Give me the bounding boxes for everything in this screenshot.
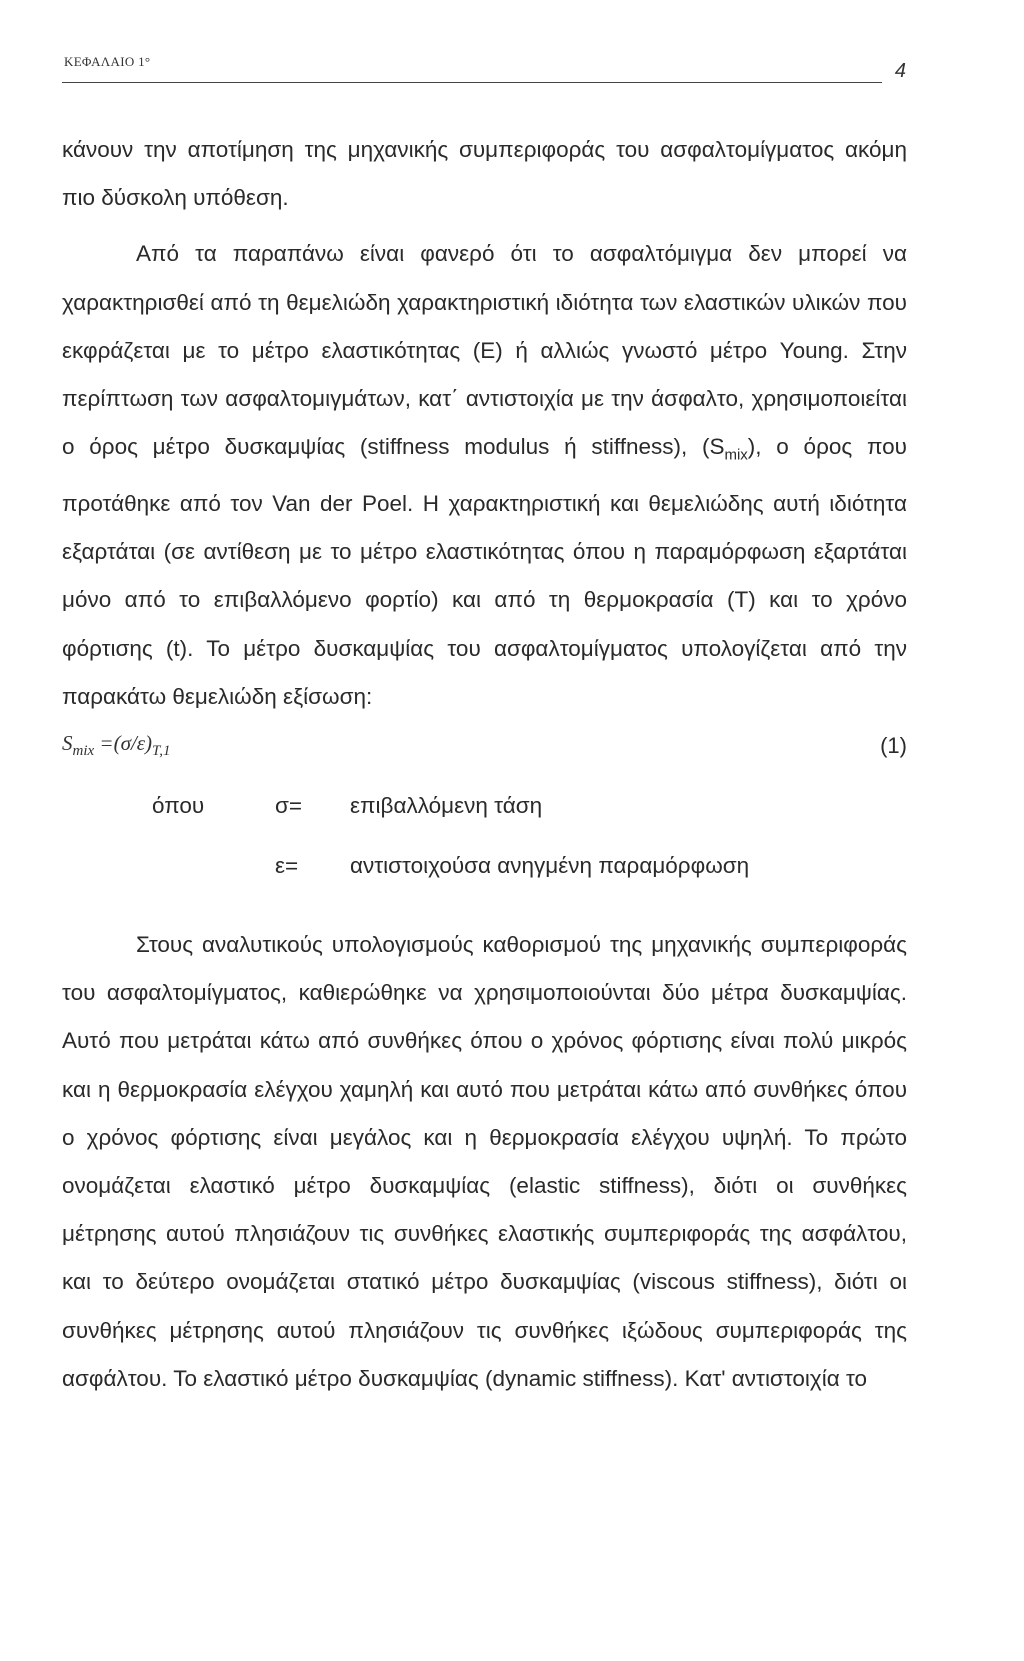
definition-symbol: σ=: [275, 792, 303, 818]
page-number: 4: [894, 60, 906, 82]
equation-rhs: =(σ/ε): [94, 730, 153, 755]
definition-symbol: ε=: [275, 852, 299, 878]
definition-meaning: επιβαλλόμενη τάση: [350, 792, 543, 818]
paragraph-2-continuation: ), ο όρος που προτάθηκε από τον Van der Poel. Η χαρακτηριστική και θεμελιώδης αυτή ιδιότητα εξαρτάται (σε αντίθεση με το μέτρο ελαστικότητας όπου η παραμόρφωση εξαρτάται μόνο από το επιβαλλόμενο φορτίο) και από τη θερμοκρασία (Τ) και το χρόνο φόρτισης (t). Το μέτρο δυσκαμψίας του ασφαλτομίγματος υπολογίζεται από την παρακάτω θεμελιώδη εξίσωση:: [62, 434, 907, 709]
paragraph-2-text: Από τα παραπάνω είναι φανερό ότι το ασφαλτόμιγμα δεν μπορεί να χαρακτηρισθεί από τη θεμελιώδη χαρακτηριστική ιδιότητα των ελαστικών υλικών που εκφράζεται με το μέτρο ελαστικότητας (Ε) ή αλλιώς γνωστό μέτρο Young. Στην περίπτωση των ασφαλτομιγμάτων, κατ΄ αντιστοιχία με την άσφαλτο, χρησιμοποιείται ο όρος μέτρο δυσκαμψίας (stiffness modulus ή stiffness), (S: [62, 241, 907, 460]
document-body: [62, 126, 907, 1403]
stiffness-equation: [62, 731, 171, 760]
header-rule: [62, 82, 882, 83]
equation-lhs: S: [62, 730, 73, 755]
equation-row: [62, 725, 907, 773]
spacer: [62, 773, 907, 781]
paragraph-2: [62, 230, 907, 721]
equation-number: (1): [880, 732, 907, 758]
equation-rhs-subscript: T,1: [152, 743, 171, 760]
definition-row: [62, 781, 907, 841]
spacer: [62, 222, 907, 230]
chapter-header: ΚΕΦΑΛΑΙΟ 1°: [64, 54, 151, 69]
definition-meaning: αντιστοιχούσα ανηγμένη παραμόρφωση: [350, 852, 750, 878]
spacer: [62, 901, 907, 921]
paragraph-3: Στους αναλυτικούς υπολογισμούς καθορισμού της μηχανικής συμπεριφοράς του ασφαλτομίγματος, καθιερώθηκε να χρησιμοποιούνται δύο μέτρα δυσκαμψίας. Αυτό που μετράται κάτω από συνθήκες όπου ο χρόνος φόρτισης είναι πολύ μικρός και η θερμοκρασία ελέγχου χαμηλή και αυτό που μετράται κάτω από συνθήκες όπου ο χρόνος φόρτισης είναι μεγάλος και η θερμοκρασία ελέγχου υψηλή. Το πρώτο ονομάζεται ελαστικό μέτρο δυσκαμψίας (elastic stiffness), διότι οι συνθήκες μέτρησης αυτού πλησιάζουν τις συνθήκες ελαστικής συμπεριφοράς της ασφάλτου, και το δεύτερο ονομάζεται στατικό μέτρο δυσκαμψίας (viscous stiffness), διότι οι συνθήκες μέτρησης αυτού πλησιάζουν τις συνθήκες ιξώδους συμπεριφοράς της ασφάλτου. Το ελαστικό μέτρο δυσκαμψίας (dynamic stiffness). Κατ' αντιστοιχία το: [62, 931, 907, 1391]
definition-row: [62, 841, 907, 901]
smix-subscript: mix: [724, 446, 748, 464]
paragraph-1: κάνουν την αποτίμηση της μηχανικής συμπεριφοράς του ασφαλτομίγματος ακόμη πιο δύσκολη υπόθεση.: [62, 137, 907, 211]
equation-lhs-subscript: mix: [72, 743, 95, 760]
definition-lead: όπου: [152, 792, 205, 818]
